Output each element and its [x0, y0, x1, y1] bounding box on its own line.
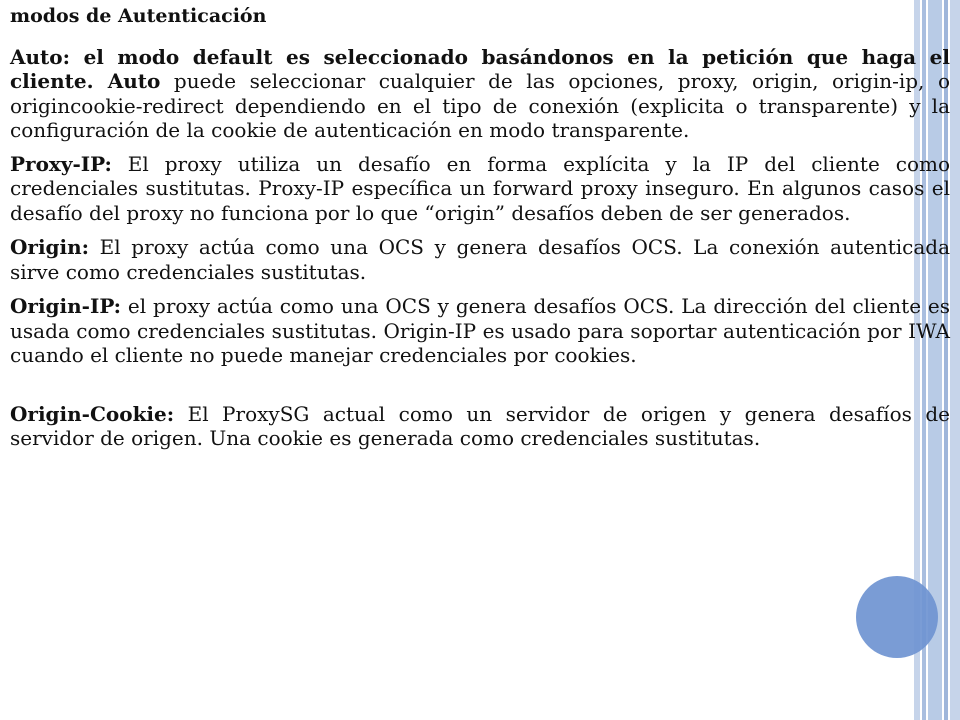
paragraph-lead: Origin:: [10, 235, 90, 259]
paragraph-lead: Origin-Cookie:: [10, 401, 175, 426]
slide-content: [10, 4, 950, 451]
paragraph-lead: Origin-IP:: [10, 294, 122, 318]
paragraph-body: El proxy actúa como una OCS y genera desafíos OCS. La conexión autenticada sirve como credenciales sustitutas.: [10, 235, 950, 284]
slide-title: modos de Autenticación: [10, 5, 267, 27]
paragraph-auto: [10, 45, 950, 143]
paragraph-body: puede seleccionar cualquier de las opciones, proxy, origin, origin-ip, o origincookie-redirect dependiendo en el tipo de conexión (explicita o transparente) y la configuración de la cookie de autenticación en modo transparente.: [10, 69, 950, 142]
paragraph-body: El proxy utiliza un desafío en forma explícita y la IP del cliente como credenciales sustitutas. Proxy-IP específica un forward proxy inseguro. En algunos casos el desafío del proxy no funciona por lo que “origin” desafíos deben de ser generados.: [10, 151, 950, 225]
paragraph-origin-ip: [10, 294, 950, 368]
paragraph-origin-cookie: [10, 402, 950, 451]
paragraph-lead: Proxy-IP:: [10, 151, 112, 176]
paragraph-body: el proxy actúa como una OCS y genera desafíos OCS. La dirección del cliente es usada como credenciales sustitutas. Origin-IP es usado para soportar autenticación por IWA cuando el cliente no puede manejar credenciales por cookies.: [10, 294, 950, 367]
paragraph-proxy-ip: [10, 152, 950, 226]
paragraph-body: El ProxySG actual como un servidor de origen y genera desafíos de servidor de origen. Una cookie es generada como credenciales sustitutas.: [10, 401, 950, 450]
paragraph-origin: [10, 235, 950, 284]
paragraph-lead: Auto: el modo default es seleccionado basándonos en la petición que haga el cliente. Auto: [10, 44, 950, 93]
decorative-circle: [856, 576, 938, 658]
side-bar: [950, 0, 960, 720]
